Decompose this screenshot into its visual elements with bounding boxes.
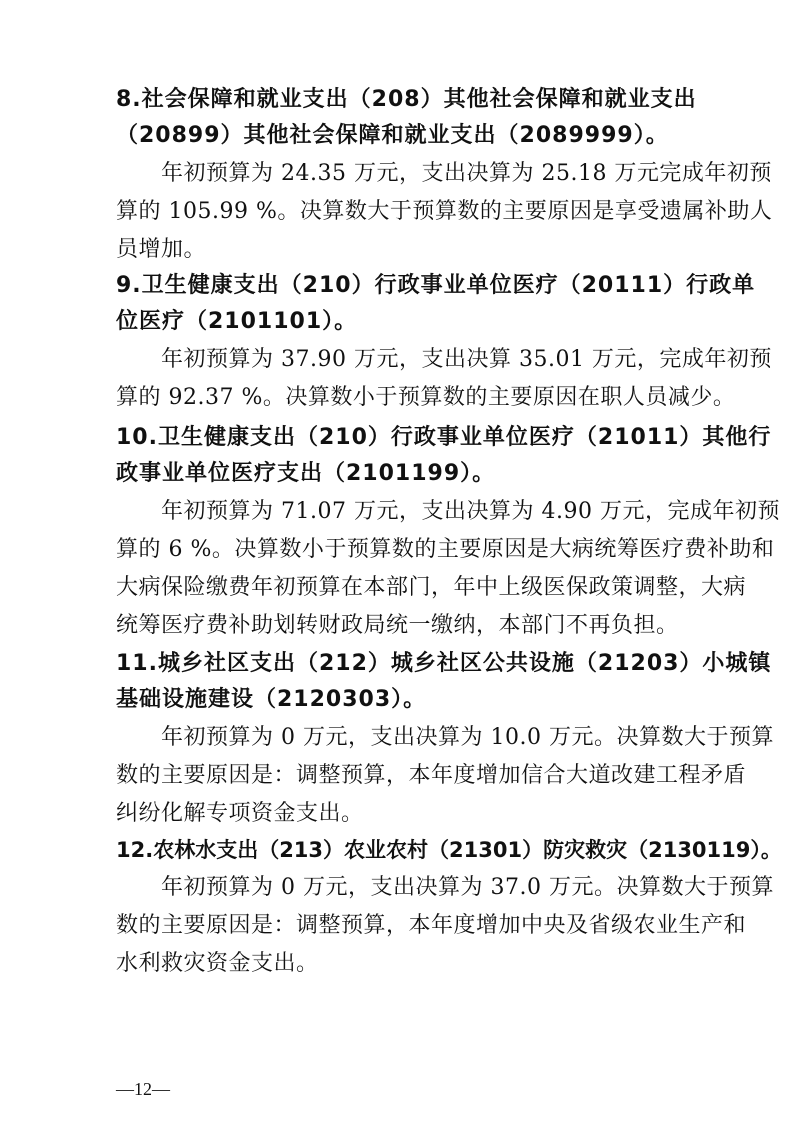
section-11-body-line-3: 纠纷化解专项资金支出。 <box>116 801 364 826</box>
section-10-heading-line-1: 10.卫生健康支出（210）行政事业单位医疗（21011）其他行 <box>116 425 772 450</box>
section-8-heading-line-1: 8.社会保障和就业支出（208）其他社会保障和就业支出 <box>116 87 697 112</box>
section-9-heading-line-2: 位医疗（2101101）。 <box>116 309 358 334</box>
section-9-body-line-1: 年初预算为 37.90 万元，支出决算 35.01 万元，完成年初预 <box>161 347 772 372</box>
section-9-body-line-2: 算的 92.37 %。决算数小于预算数的主要原因在职人员减少。 <box>116 385 736 410</box>
page-number: —12— <box>116 1079 170 1099</box>
section-12-body-line-2: 数的主要原因是：调整预算，本年度增加中央及省级农业生产和 <box>116 913 747 938</box>
section-10-body-line-1: 年初预算为 71.07 万元，支出决算为 4.90 万元，完成年初预 <box>161 499 780 524</box>
section-10-body-line-3: 大病保险缴费年初预算在本部门，年中上级医保政策调整，大病 <box>116 575 747 600</box>
section-8-heading-line-2: （20899）其他社会保障和就业支出（2089999）。 <box>116 123 669 148</box>
section-12-heading-line-1: 12.农林水支出（213）农业农村（21301）防灾救灾（2130119）。 <box>116 838 782 862</box>
section-8-body-line-3: 员增加。 <box>116 237 207 262</box>
section-10-body-line-4: 统筹医疗费补助划转财政局统一缴纳，本部门不再负担。 <box>116 613 679 638</box>
section-12-body-line-1: 年初预算为 0 万元，支出决算为 37.0 万元。决算数大于预算 <box>161 875 774 900</box>
section-11-body-line-2: 数的主要原因是：调整预算，本年度增加信合大道改建工程矛盾 <box>116 763 747 788</box>
section-11-heading-line-1: 11.城乡社区支出（212）城乡社区公共设施（21203）小城镇 <box>116 651 772 676</box>
section-12-body-line-3: 水利救灾资金支出。 <box>116 951 319 976</box>
section-8-body-line-2: 算的 105.99 %。决算数大于预算数的主要原因是享受遗属补助人 <box>116 199 773 224</box>
section-10-heading-line-2: 政事业单位医疗支出（2101199）。 <box>116 461 496 486</box>
section-10-body-line-2: 算的 6 %。决算数小于预算数的主要原因是大病统筹医疗费补助和 <box>116 537 775 562</box>
section-11-heading-line-2: 基础设施建设（2120303）。 <box>116 687 427 712</box>
section-11-body-line-1: 年初预算为 0 万元，支出决算为 10.0 万元。决算数大于预算 <box>161 725 774 750</box>
section-9-heading-line-1: 9.卫生健康支出（210）行政事业单位医疗（20111）行政单 <box>116 273 756 298</box>
section-8-body-line-1: 年初预算为 24.35 万元，支出决算为 25.18 万元完成年初预 <box>161 161 772 186</box>
